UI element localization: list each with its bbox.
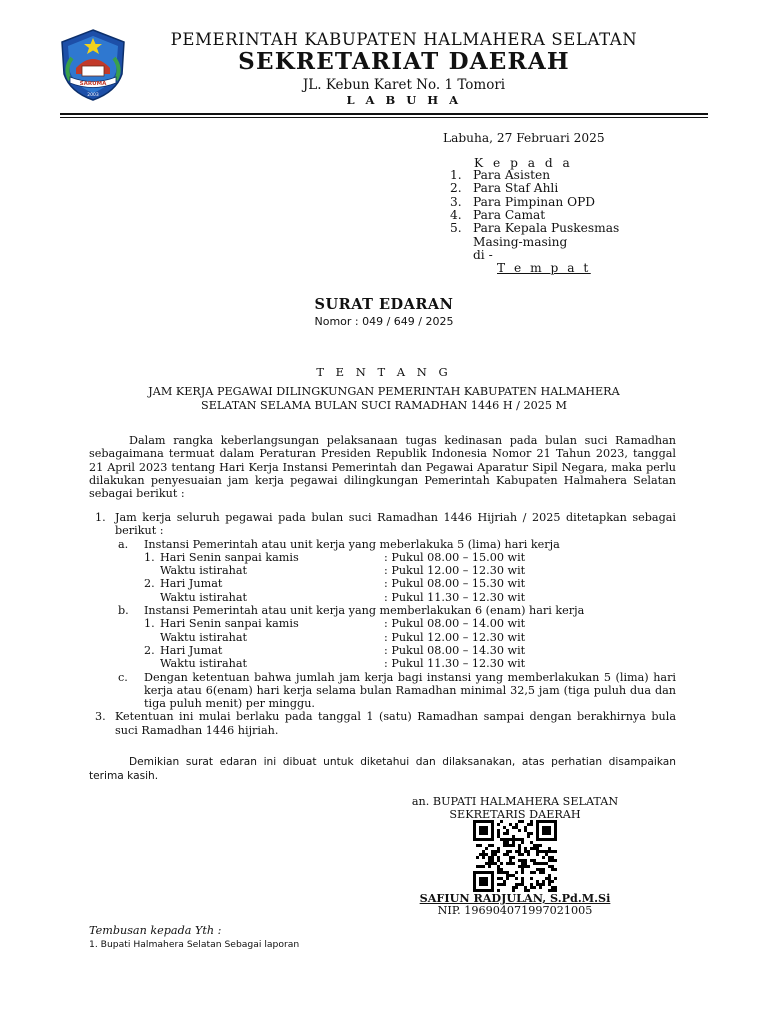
recipients-masing: Masing-masing — [473, 235, 568, 249]
signatory-name: SAFIUN RADJULAN, S.Pd.M.Si — [419, 891, 611, 905]
svg-text:2003: 2003 — [87, 93, 99, 98]
signatory-nip: NIP. 196904071997021005 — [437, 904, 593, 917]
list-item: 4. Para Camat — [450, 207, 546, 222]
list-item: a. Instansi Pemerintah atau unit kerja yang meberlakuka 5 (lima) hari kerja — [118, 537, 560, 551]
list-item: 1. Jam kerja seluruh pegawai pada bulan suci Ramadhan 1446 Hijriah / 2025 ditetapkan sebagai berikut : — [95, 511, 676, 538]
svg-text:SARUMA: SARUMA — [79, 81, 107, 87]
list-item: 3. Ketentuan ini mulai berlaku pada tanggal 1 (satu) Ramadhan sampai dengan berakhirnya bula suci Ramadhan 1446 hijriah. — [95, 710, 676, 737]
list-item: 5. Para Kepala Puskesmas — [450, 221, 620, 236]
schedule-row: 2. Hari Jumat : Pukul 08.00 – 14.30 wit — [144, 643, 526, 657]
office-address: JL. Kebun Karet No. 1 Tomori — [302, 77, 506, 93]
office-city: L A B U H A — [346, 93, 462, 107]
schedule-row: Waktu istirahat : Pukul 12.00 – 12.30 wit — [160, 630, 526, 644]
list-item: b. Instansi Pemerintah atau unit kerja yang memberlakukan 6 (enam) hari kerja — [118, 604, 585, 618]
letter-date: Labuha, 27 Februari 2025 — [443, 131, 605, 145]
signature-block — [395, 796, 635, 821]
list-item: 1. Para Asisten — [450, 168, 551, 182]
document-title: SURAT EDARAN — [314, 296, 454, 313]
list-item: c. Dengan ketentuan bahwa jumlah jam kerja bagi instansi yang memberlakukan 5 (lima) hari kerja atau 6(enam) hari kerja selama bulan Ramadhan minimal 32,5 jam (tiga puluh dua dan tiga puluh menit) per minggu. — [118, 670, 676, 711]
schedule-row: Waktu istirahat : Pukul 11.30 – 12.30 wit — [160, 590, 526, 604]
subject-heading: T E N T A N G — [316, 365, 452, 379]
list-item: 2. Para Staf Ahli — [450, 181, 559, 196]
qr-code — [473, 820, 557, 892]
government-name: PEMERINTAH KABUPATEN HALMAHERA SELATAN — [170, 30, 638, 49]
subject-text: JAM KERJA PEGAWAI DILINGKUNGAN PEMERINTAH KABUPATEN HALMAHERA SELATAN SELAMA BULAN SUCI RAMADHAN 1446 H / 2025 M — [148, 385, 620, 412]
schedule-row: 2. Hari Jumat : Pukul 08.00 – 15.30 wit — [144, 577, 526, 591]
schedule-row: Waktu istirahat : Pukul 11.30 – 12.30 wit — [160, 657, 526, 671]
signature-line-2: SEKRETARIS DAERAH — [449, 807, 581, 821]
provisions-list — [89, 511, 676, 737]
recipients-di: di - — [473, 248, 493, 262]
recipients-heading: K e p a d a — [474, 156, 573, 170]
schedule-row: 1. Hari Senin sanpai kamis : Pukul 08.00 – 15.00 wit — [144, 550, 526, 564]
letterhead-rule-thin — [60, 117, 708, 118]
recipients-place: T e m p a t — [497, 261, 591, 275]
closing-paragraph: Demikian surat edaran ini dibuat untuk diketahui dan dilaksanakan, atas perhatian disampaikan terima kasih. — [89, 756, 676, 782]
tembusan-heading: Tembusan kepada Yth : — [89, 924, 222, 937]
letterhead-rule-thick — [60, 113, 708, 115]
list-item: 3. Para Pimpinan OPD — [450, 194, 596, 209]
intro-paragraph: Dalam rangka keberlangsungan pelaksanaan tugas kedinasan pada bulan suci Ramadhan sebagaimana termuat dalam Peraturan Presiden Republik Indonesia Nomor 21 Tahun 2023, tanggal 21 April 2023 tentang Hari Kerja Instansi Pemerintah dan Pegawai Aparatur Sipil Negara, maka perlu dilakukan penyesuaian jam kerja pegawai dilingkungan Pemerintah Kabupaten Halmahera Selatan sebagai berikut : — [89, 434, 676, 501]
tembusan-item: 1. Bupati Halmahera Selatan Sebagai laporan — [89, 939, 300, 950]
schedule-row: Waktu istirahat : Pukul 12.00 – 12.30 wit — [160, 564, 526, 578]
document-number: Nomor : 049 / 649 / 2025 — [314, 315, 454, 328]
recipient-list — [450, 169, 619, 235]
office-name: SEKRETARIAT DAERAH — [238, 48, 570, 75]
schedule-row: 1. Hari Senin sanpai kamis : Pukul 08.00 – 14.00 wit — [144, 617, 526, 631]
signature-line-1: an. BUPATI HALMAHERA SELATAN — [411, 795, 619, 808]
